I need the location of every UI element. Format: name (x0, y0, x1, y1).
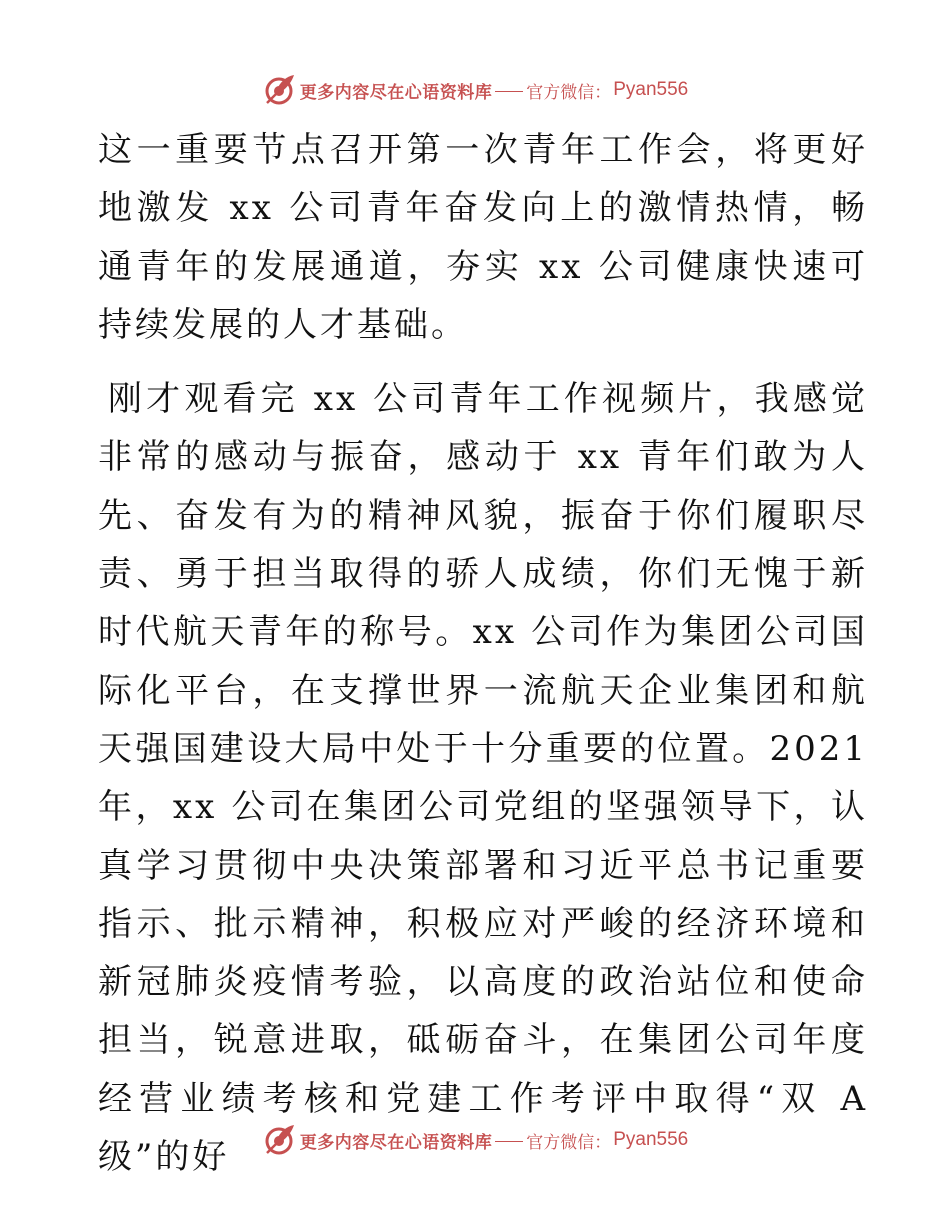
paragraph: 刚才观看完 xx 公司青年工作视频片，我感觉非常的感动与振奋，感动于 xx 青年们敢为人先、奋发有为的精神风貌，振奋于你们履职尽责、勇于担当取得的骄人成绩，你们无愧于新时代航天青年的称号。xx 公司作为集团公司国际化平台，在支撑世界一流航天企业集团和航天强国建设大局中处于十分重要的位置。2021 年，xx 公司在集团公司党组的坚强领导下，认真学习贯彻中央决策部署和习近平总书记重要指示、批示精神，积极应对严峻的经济环境和新冠肺炎疫情考验，以高度的政治站位和使命担当，锐意进取，砥砺奋斗，在集团公司年度经营业绩考核和党建工作考评中取得“双 A 级”的好 (98, 379, 868, 1178)
watermark-dash (495, 91, 523, 92)
watermark-wechat-id: Pyan556 (613, 79, 689, 100)
watermark-title: 更多内容尽在心语资料库 (299, 82, 493, 103)
paragraph: 这一重要节点召开第一次青年工作会，将更好地激发 xx 公司青年奋发向上的激情热情，畅通青年的发展通道，夯实 xx 公司健康快速可持续发展的人才基础。 (98, 130, 868, 345)
quill-logo-icon (262, 1123, 296, 1157)
watermark-wechat-label: 官方微信： (526, 1132, 612, 1153)
watermark-title: 更多内容尽在心语资料库 (299, 1132, 493, 1153)
quill-logo-icon (262, 73, 296, 107)
watermark-dash (495, 1141, 523, 1142)
watermark-header (0, 70, 950, 110)
document-body (98, 121, 868, 1186)
watermark-wechat-label: 官方微信： (526, 82, 612, 103)
watermark-wechat-id: Pyan556 (613, 1129, 689, 1150)
watermark-footer (0, 1120, 950, 1160)
